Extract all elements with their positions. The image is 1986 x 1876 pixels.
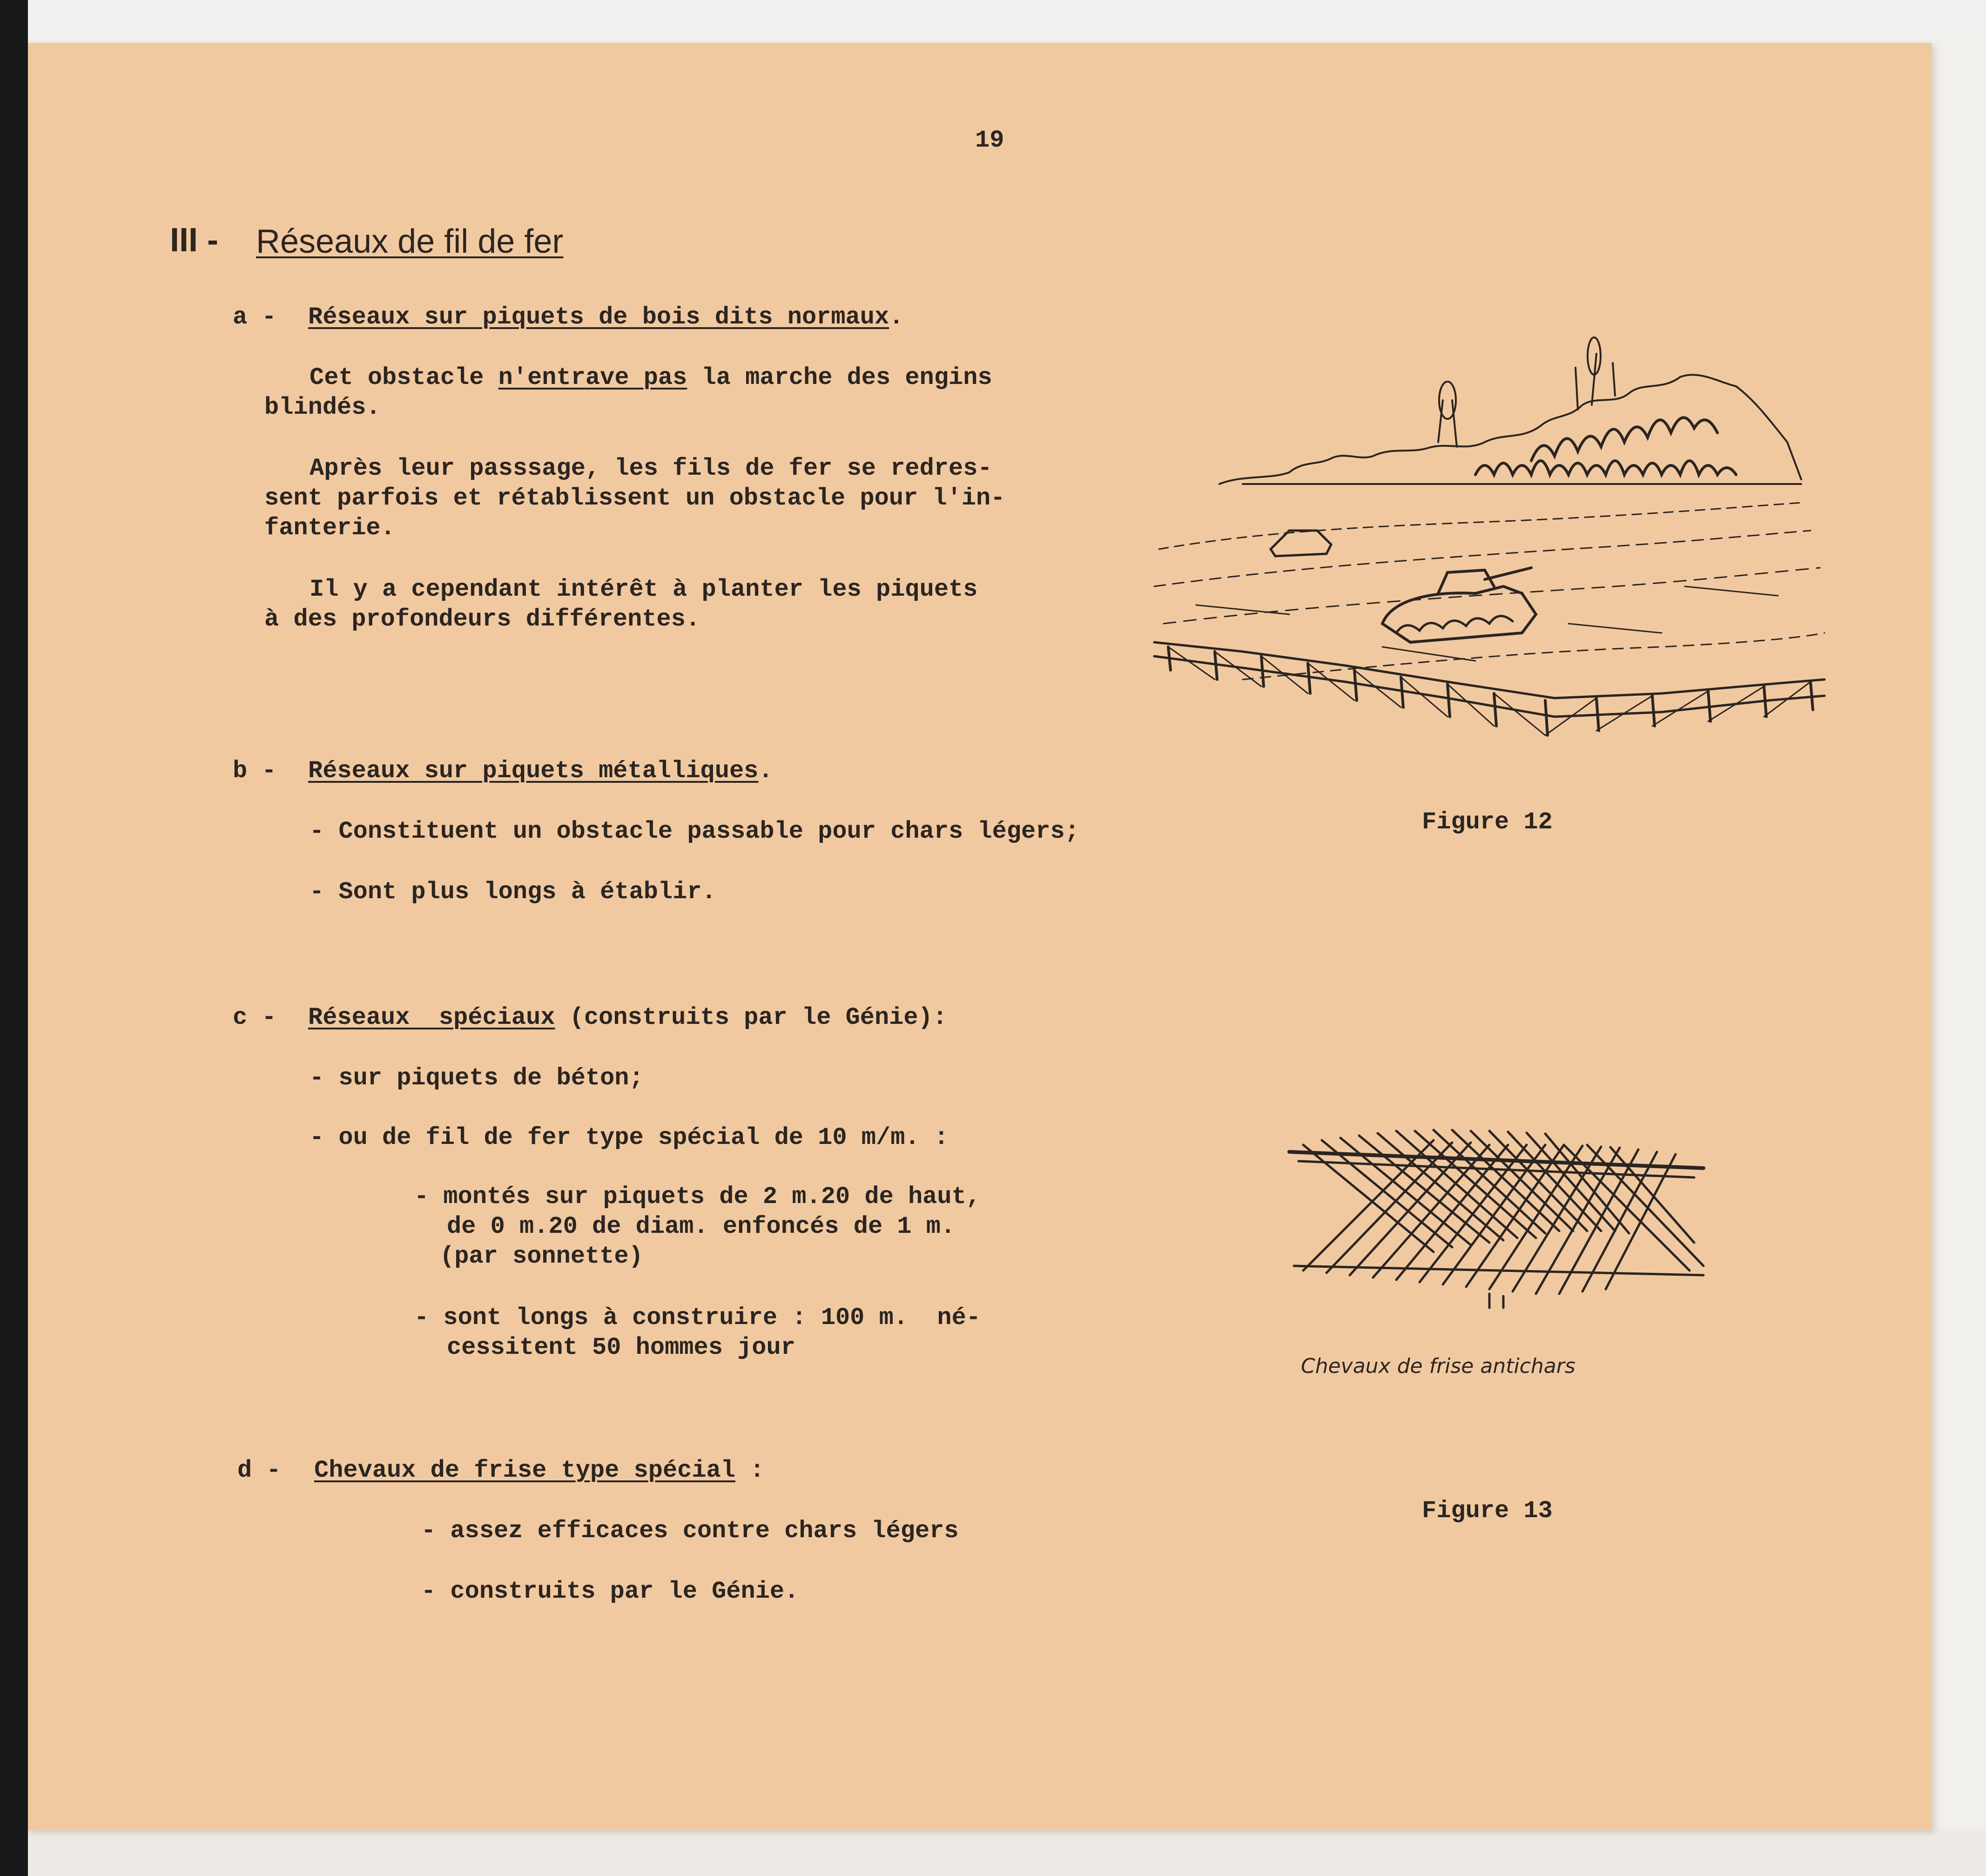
item-c-sub1-line3: (par sonnette) xyxy=(440,1243,643,1270)
item-b-title-line xyxy=(308,756,773,786)
tank-crossing-wire-sketch xyxy=(1150,326,1829,754)
item-c-title: Réseaux spéciaux xyxy=(308,1004,555,1031)
scan-background-top xyxy=(0,0,1986,43)
figure-12-caption: Figure 12 xyxy=(1422,808,1553,836)
item-a-p2-line3: fanterie. xyxy=(264,514,395,542)
item-c-title-rest: (construits par le Génie): xyxy=(555,1004,948,1031)
item-d-title-end: : xyxy=(735,1457,765,1484)
figure-13-inscription: Chevaux de frise antichars xyxy=(1301,1354,1575,1378)
item-c-sub1-line1: - montés sur piquets de 2 m.20 de haut, xyxy=(414,1183,981,1210)
scan-background-bottom xyxy=(28,1829,1986,1876)
item-a-p1-line2: blindés. xyxy=(264,394,381,421)
item-b-letter: b - xyxy=(233,757,276,785)
item-d-bullet1: - assez efficaces contre chars légers xyxy=(421,1517,959,1545)
item-c-sub2-line1: - sont longs à construire : 100 m. né- xyxy=(414,1304,981,1331)
item-c-bullet2: - ou de fil de fer type spécial de 10 m/m. : xyxy=(310,1124,949,1151)
item-d-letter: d - xyxy=(237,1457,281,1484)
item-c-title-line xyxy=(308,1003,947,1033)
binding-edge xyxy=(0,0,28,1876)
item-b-title: Réseaux sur piquets métalliques xyxy=(308,757,759,785)
item-d-bullet2: - construits par le Génie. xyxy=(421,1578,799,1605)
item-a-p3-line2: à des profondeurs différentes. xyxy=(264,605,700,633)
figure-13-caption: Figure 13 xyxy=(1422,1497,1553,1525)
item-a-p2-line2: sent parfois et rétablissent un obstacle pour l'in- xyxy=(264,484,1005,512)
item-d-title: Chevaux de frise type spécial xyxy=(314,1457,735,1484)
item-b-bullet2: - Sont plus longs à établir. xyxy=(310,878,716,906)
item-a-p3-line1: Il y a cependant intérêt à planter les piquets xyxy=(310,576,978,603)
item-c-letter: c - xyxy=(233,1004,276,1031)
section-title: Réseaux de fil de fer xyxy=(256,223,564,260)
item-a-title-line xyxy=(308,303,903,332)
item-a-title-end: . xyxy=(889,303,904,331)
item-c-sub2-line2: cessitent 50 hommes jour xyxy=(447,1334,795,1361)
item-a-letter: a - xyxy=(233,303,276,331)
item-b-title-end: . xyxy=(758,757,773,785)
item-a-p1-line1 xyxy=(310,363,992,393)
item-c-bullet1: - sur piquets de béton; xyxy=(310,1064,644,1092)
item-a-p1-emphasis: n'entrave pas xyxy=(498,364,687,391)
cheval-de-frise-sketch xyxy=(1285,1117,1713,1312)
item-a-p1-pre: Cet obstacle xyxy=(310,364,498,391)
item-a-p1-post: la marche des engins xyxy=(687,364,992,391)
item-d-title-line xyxy=(314,1456,764,1486)
item-b-bullet1: - Constituent un obstacle passable pour chars légers; xyxy=(310,818,1079,845)
page-number: 19 xyxy=(975,127,1004,154)
item-a-p2-line1: Après leur passsage, les fils de fer se redres- xyxy=(310,455,992,482)
section-number: III - xyxy=(170,222,218,259)
item-a-title: Réseaux sur piquets de bois dits normaux xyxy=(308,303,889,331)
item-c-sub1-line2: de 0 m.20 de diam. enfoncés de 1 m. xyxy=(447,1213,956,1240)
